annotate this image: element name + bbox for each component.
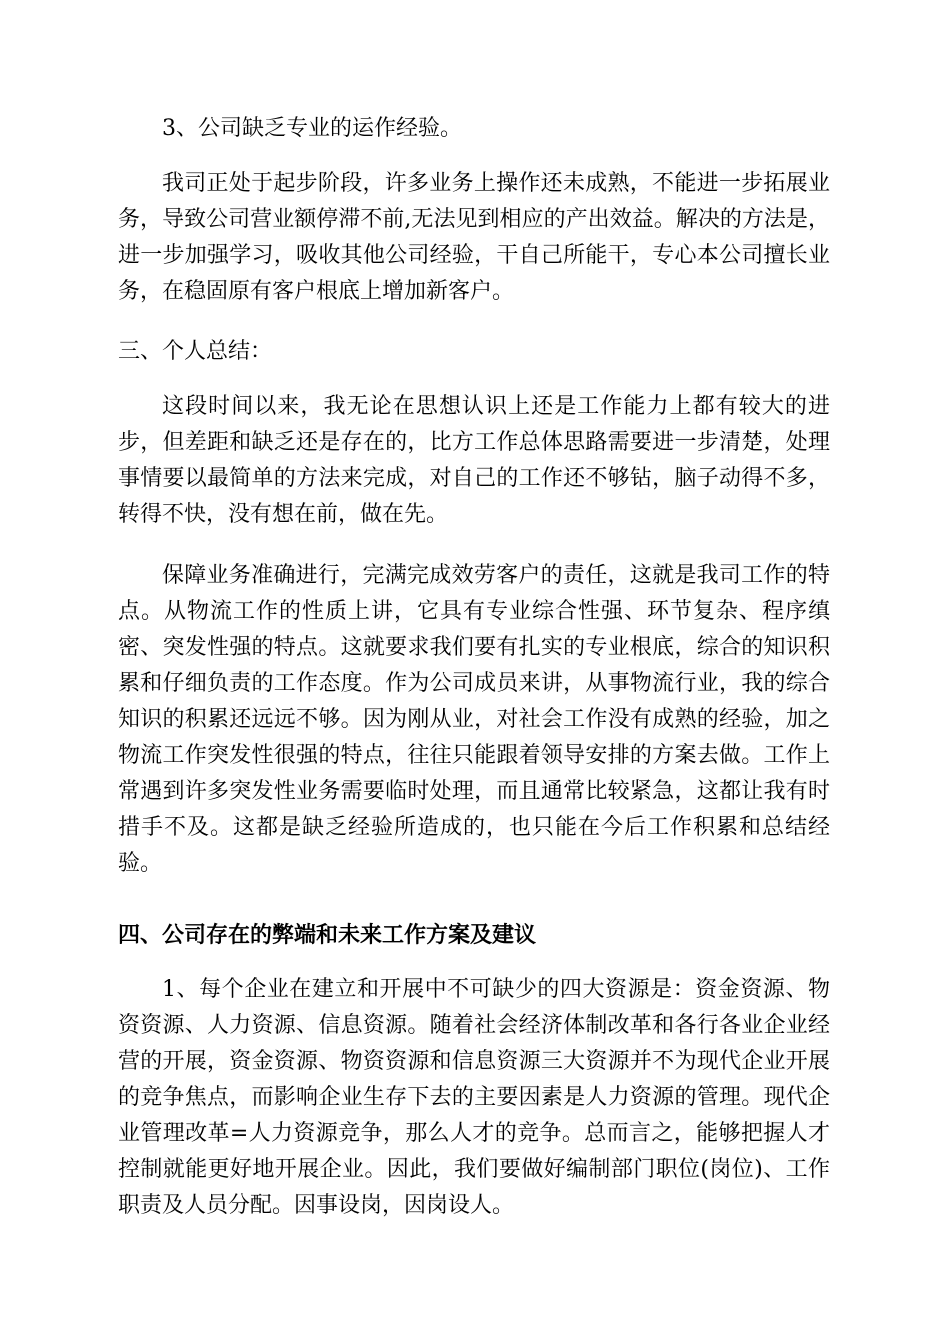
paragraph-personal-progress: 这段时间以来，我无论在思想认识上还是工作能力上都有较大的进步，但差距和缺乏还是存在的，比方工作总体思路需要进一步清楚，处理事情要以最简单的方法来完成，对自己的工作还不够钻，脑子动得不多，转得不快，没有想在前，做在先。 <box>118 394 830 527</box>
section-heading-company-issues: 四、公司存在的弊端和未来工作方案及建议 <box>118 922 537 948</box>
paragraph-four-resources: 1、每个企业在建立和开展中不可缺少的四大资源是：资金资源、物资资源、人力资源、信息资源。随着社会经济体制改革和各行各业企业经营的开展，资金资源、物资资源和信息资源三大资源并不为现代企业开展的竞争焦点，而影响企业生存下去的主要因素是人力资源的管理。现代企业管理改革=人力资源竞争，那么人才的竞争。总而言之，能够把握人才控制就能更好地开展企业。因此，我们要做好编制部门职位(岗位)、工作职责及人员分配。因事设岗，因岗设人。 <box>118 977 830 1218</box>
section-heading-personal-summary: 三、个人总结： <box>118 339 273 364</box>
paragraph-startup-stage: 我司正处于起步阶段，许多业务上操作还未成熟，不能进一步拓展业务，导致公司营业额停滞不前,无法见到相应的产出效益。解决的方法是，进一步加强学习，吸收其他公司经验，干自己所能干，专心本公司擅长业务，在稳固原有客户根底上增加新客户。 <box>118 171 830 304</box>
paragraph-item-3: 3、公司缺乏专业的运作经验。 <box>162 116 462 141</box>
paragraph-logistics-work: 保障业务准确进行，完满完成效劳客户的责任，这就是我司工作的特点。从物流工作的性质上讲，它具有专业综合性强、环节复杂、程序缜密、突发性强的特点。这就要求我们要有扎实的专业根底，综合的知识积累和仔细负责的工作态度。作为公司成员来讲，从事物流行业，我的综合知识的积累还远远不够。因为刚从业，对社会工作没有成熟的经验，加之物流工作突发性很强的特点，往往只能跟着领导安排的方案去做。工作上常遇到许多突发性业务需要临时处理，而且通常比较紧急，这都让我有时措手不及。这都是缺乏经验所造成的，也只能在今后工作积累和总结经验。 <box>118 563 830 876</box>
